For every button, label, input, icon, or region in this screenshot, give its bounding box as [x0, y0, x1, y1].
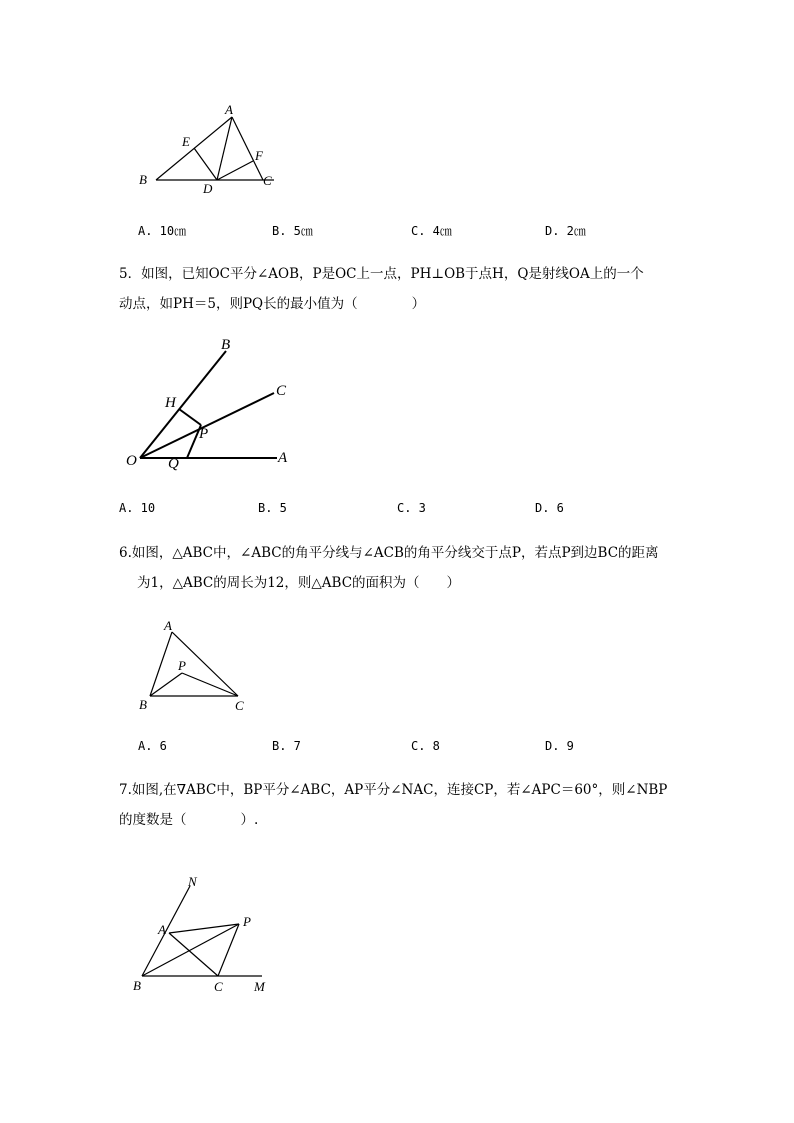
label-Q: Q — [168, 456, 179, 472]
label-A: A — [164, 618, 172, 633]
label-C: C — [263, 173, 272, 188]
option-b[interactable]: B. 5㎝ — [272, 224, 313, 238]
label-N: N — [188, 874, 197, 889]
option-d[interactable]: D. 6 — [535, 501, 564, 515]
option-c[interactable]: C. 8 — [411, 739, 440, 753]
option-a[interactable]: A. 10 — [119, 501, 156, 515]
label-H: H — [165, 395, 176, 411]
label-B: B — [133, 978, 141, 993]
question-6-line-1: 6.如图，△ABC中，∠ABC的角平分线与∠ACB的角平分线交于点P，若点P到边BC的距离 — [119, 545, 659, 561]
option-b[interactable]: B. 5 — [258, 501, 287, 515]
question-7-line-2: 的度数是（ ）. — [119, 812, 259, 828]
label-B: B — [221, 337, 231, 353]
label-O: O — [126, 453, 137, 469]
label-B: B — [139, 172, 147, 187]
label-A: A — [225, 102, 233, 117]
label-C: C — [235, 698, 244, 713]
label-F: F — [255, 148, 263, 163]
label-A: A — [278, 450, 288, 466]
option-b[interactable]: B. 7 — [272, 739, 301, 753]
label-D: D — [203, 181, 213, 196]
option-c[interactable]: C. 4㎝ — [411, 224, 452, 238]
question-7-line-1: 7.如图,在∇ABC中，BP平分∠ABC，AP平分∠NAC，连接CP，若∠APC＝60°，则∠NBP — [119, 782, 668, 798]
label-E: E — [182, 134, 190, 149]
label-M: M — [254, 979, 265, 994]
option-a[interactable]: A. 6 — [138, 739, 167, 753]
question-5-line-2: 动点，如PH＝5，则PQ长的最小值为（ ） — [119, 296, 426, 312]
option-d[interactable]: D. 9 — [545, 739, 574, 753]
question-6-line-2: 为1，△ABC的周长为12，则△ABC的面积为（ ） — [137, 575, 461, 591]
option-a[interactable]: A. 10㎝ — [138, 224, 187, 238]
label-B: B — [139, 697, 147, 712]
option-c[interactable]: C. 3 — [397, 501, 426, 515]
label-P: P — [243, 914, 251, 929]
label-A: A — [158, 922, 166, 937]
question-5-line-1: 5．如图，已知OC平分∠AOB，P是OC上一点，PH⊥OB于点H，Q是射线OA上的一个 — [119, 266, 644, 282]
label-P: P — [199, 426, 209, 442]
option-d[interactable]: D. 2㎝ — [545, 224, 586, 238]
label-C: C — [214, 979, 223, 994]
label-P: P — [178, 658, 186, 673]
label-C: C — [276, 383, 287, 399]
